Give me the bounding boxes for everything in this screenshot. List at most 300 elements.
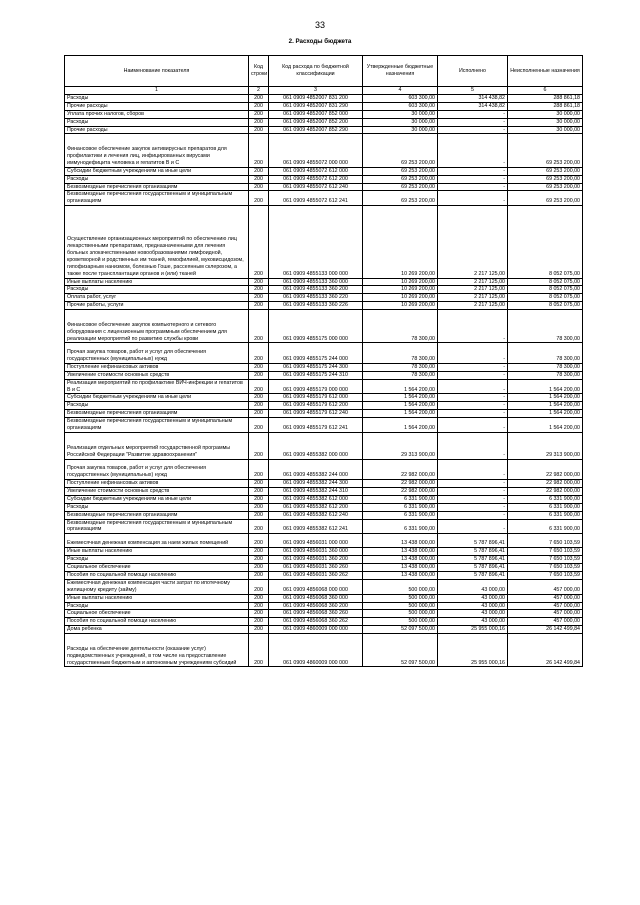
row-executed: - [438,480,508,488]
row-line-code: 200 [249,191,269,206]
row-executed: 2 217 125,00 [438,302,508,310]
row-approved: 1 564 200,00 [363,402,438,410]
row-approved: 69 253 200,00 [363,134,438,167]
row-approved: 69 253 200,00 [363,167,438,175]
row-line-code: 200 [249,302,269,310]
row-budget-code: 061 0909 4860009 000 000 [269,634,363,667]
row-line-code: 200 [249,94,269,102]
row-approved: 22 982 000,00 [363,480,438,488]
row-executed: - [438,110,508,118]
table-row [65,126,583,134]
row-approved: 13 438 000,00 [363,563,438,571]
row-line-code: 200 [249,556,269,564]
row-budget-code: 061 0909 4856031 360 000 [269,548,363,556]
row-executed: - [438,519,508,534]
row-unexecuted: 69 253 200,00 [508,175,583,183]
row-executed: 43 000,00 [438,579,508,594]
row-budget-code: 061 0909 4856068 360 200 [269,602,363,610]
row-line-code: 200 [249,594,269,602]
row-budget-code: 061 0909 4855382 000 000 [269,432,363,459]
table-row [65,110,583,118]
row-line-code: 200 [249,618,269,626]
column-number: 4 [363,87,438,95]
row-budget-code: 061 0909 4856068 360 000 [269,594,363,602]
row-executed: - [438,175,508,183]
row-unexecuted: 22 982 000,00 [508,480,583,488]
row-name: Безвозмездные перечисления государственным и муниципальным организациям [65,418,249,433]
row-line-code: 200 [249,379,269,394]
row-name: Безвозмездные перечисления организациям [65,183,249,191]
table-row [65,571,583,579]
table-row [65,206,583,278]
table-row [65,594,583,602]
row-name: Оплата работ, услуг [65,294,249,302]
row-budget-code: 061 0909 4855175 244 300 [269,363,363,371]
row-budget-code: 061 0909 4852007 852 000 [269,110,363,118]
row-approved: 30 000,00 [363,110,438,118]
table-row [65,610,583,618]
row-budget-code: 061 0909 4855382 244 300 [269,480,363,488]
header-executed: Исполнено [438,56,508,87]
column-number: 1 [65,87,249,95]
row-name: Безвозмездные перечисления организациям [65,410,249,418]
row-unexecuted: 1 564 200,00 [508,402,583,410]
row-approved: 1 564 200,00 [363,394,438,402]
row-unexecuted: 6 331 900,00 [508,519,583,534]
table-row [65,556,583,564]
header-budget-classification: Код расхода по бюджетной классификации [269,56,363,87]
row-executed: - [438,432,508,459]
row-unexecuted: 6 331 900,00 [508,503,583,511]
row-line-code: 200 [249,480,269,488]
row-line-code: 200 [249,167,269,175]
row-budget-code: 061 0909 4855179 612 200 [269,402,363,410]
row-line-code: 200 [249,571,269,579]
row-approved: 30 000,00 [363,126,438,134]
table-row [65,602,583,610]
row-budget-code: 061 0909 4855382 612 000 [269,495,363,503]
row-name: Расходы [65,94,249,102]
table-row [65,175,583,183]
row-line-code: 200 [249,394,269,402]
row-unexecuted: 457 000,00 [508,618,583,626]
row-unexecuted: 8 052 075,00 [508,278,583,286]
row-line-code: 200 [249,634,269,667]
table-row [65,503,583,511]
row-name: Ежемесячная денежная компенсация части затрат по ипотечному жилищному кредиту (займу) [65,579,249,594]
row-name: Дома ребенка [65,626,249,634]
row-executed: - [438,183,508,191]
row-approved: 500 000,00 [363,579,438,594]
table-row [65,134,583,167]
row-name: Безвозмездные перечисления государственным и муниципальным организациям [65,191,249,206]
row-budget-code: 061 0909 4856031 360 262 [269,571,363,579]
row-budget-code: 061 0909 4856068 000 000 [269,579,363,594]
row-line-code: 200 [249,459,269,479]
table-row [65,183,583,191]
row-line-code: 200 [249,278,269,286]
row-line-code: 200 [249,310,269,343]
row-approved: 52 097 500,00 [363,634,438,667]
row-budget-code: 061 0909 4852007 852 200 [269,118,363,126]
row-unexecuted: 29 313 900,00 [508,432,583,459]
row-name: Увеличение стоимости основных средств [65,487,249,495]
row-budget-code: 061 0909 4855133 360 000 [269,278,363,286]
row-approved: 603 300,00 [363,102,438,110]
expenses-table [64,55,583,667]
row-approved: 10 269 200,00 [363,294,438,302]
row-name: Расходы [65,402,249,410]
row-approved: 603 300,00 [363,94,438,102]
row-executed: - [438,379,508,394]
row-line-code: 200 [249,371,269,379]
row-name: Субсидии бюджетным учреждениям на иные цели [65,495,249,503]
row-name: Расходы [65,602,249,610]
row-budget-code: 061 0909 4855175 000 000 [269,310,363,343]
table-row [65,563,583,571]
row-executed: 2 217 125,00 [438,206,508,278]
row-name: Прочие расходы [65,102,249,110]
row-line-code: 200 [249,626,269,634]
row-line-code: 200 [249,175,269,183]
row-unexecuted: 288 861,18 [508,102,583,110]
row-budget-code: 061 0909 4855175 244 000 [269,343,363,363]
row-approved: 500 000,00 [363,618,438,626]
row-budget-code: 061 0909 4856031 000 000 [269,534,363,548]
row-approved: 29 313 900,00 [363,432,438,459]
table-row [65,459,583,479]
row-unexecuted: 78 300,00 [508,371,583,379]
row-unexecuted: 30 000,00 [508,126,583,134]
row-approved: 22 982 000,00 [363,487,438,495]
row-executed: - [438,418,508,433]
table-row [65,634,583,667]
row-name: Прочие расходы [65,126,249,134]
row-approved: 78 300,00 [363,371,438,379]
row-name: Финансовое обеспечение закупок компьютерного и сетевого оборудования с лицензионным программным обеспечением для реализации мероприятий по развитию службы крови [65,310,249,343]
table-row [65,94,583,102]
row-executed: - [438,310,508,343]
table-row [65,191,583,206]
row-budget-code: 061 0909 4855179 612 240 [269,410,363,418]
table-row [65,495,583,503]
row-approved: 13 438 000,00 [363,534,438,548]
row-executed: 43 000,00 [438,610,508,618]
row-executed: 314 438,82 [438,94,508,102]
row-line-code: 200 [249,286,269,294]
row-budget-code: 061 0909 4855382 612 241 [269,519,363,534]
row-name: Иные выплаты населению [65,594,249,602]
row-approved: 22 982 000,00 [363,459,438,479]
row-executed: - [438,363,508,371]
row-unexecuted: 6 331 900,00 [508,495,583,503]
row-executed: 5 787 896,41 [438,548,508,556]
row-unexecuted: 1 564 200,00 [508,394,583,402]
row-approved: 69 253 200,00 [363,175,438,183]
row-budget-code: 061 0909 4855133 000 000 [269,206,363,278]
row-line-code: 200 [249,503,269,511]
row-name: Осуществление организационных мероприятий по обеспечению лиц лекарственными препаратами, предназначенными для лечения больных злокачественными новообразованиями лимфоидной, кроветворной и родственных им тканей, гемофилией, муковисцидозом, гипофизарным нанизмом, болезнью Гоше, рассеянным склерозом, а также после трансплантации органов и (или) тканей [65,206,249,278]
header-line-code: Код строки [249,56,269,87]
row-executed: - [438,503,508,511]
row-line-code: 200 [249,495,269,503]
row-approved: 1 564 200,00 [363,410,438,418]
column-number: 5 [438,87,508,95]
row-budget-code: 061 0909 4855382 244 000 [269,459,363,479]
row-executed: 2 217 125,00 [438,294,508,302]
row-approved: 500 000,00 [363,594,438,602]
row-line-code: 200 [249,487,269,495]
table-row [65,379,583,394]
row-budget-code: 061 0909 4852007 831 290 [269,102,363,110]
table-row [65,371,583,379]
row-unexecuted: 8 052 075,00 [508,294,583,302]
table-row [65,286,583,294]
row-approved: 1 564 200,00 [363,379,438,394]
row-budget-code: 061 0909 4855382 612 240 [269,511,363,519]
table-row [65,310,583,343]
row-name: Социальное обеспечение [65,610,249,618]
row-name: Безвозмездные перечисления организациям [65,511,249,519]
row-line-code: 200 [249,118,269,126]
row-name: Субсидии бюджетным учреждениям на иные цели [65,394,249,402]
row-unexecuted: 69 253 200,00 [508,183,583,191]
table-row [65,294,583,302]
table-row [65,534,583,548]
row-executed: 5 787 896,41 [438,556,508,564]
row-executed: - [438,126,508,134]
row-line-code: 200 [249,343,269,363]
row-unexecuted: 7 650 103,59 [508,534,583,548]
row-executed: - [438,343,508,363]
row-approved: 78 300,00 [363,363,438,371]
table-row [65,519,583,534]
row-unexecuted: 8 052 075,00 [508,302,583,310]
row-executed: 25 955 000,16 [438,634,508,667]
row-line-code: 200 [249,534,269,548]
row-budget-code: 061 0909 4856068 360 260 [269,610,363,618]
row-name: Прочая закупка товаров, работ и услуг для обеспечения государственных (муниципальных) нужд [65,459,249,479]
table-row [65,487,583,495]
row-unexecuted: 69 253 200,00 [508,134,583,167]
row-unexecuted: 78 300,00 [508,343,583,363]
row-unexecuted: 78 300,00 [508,310,583,343]
row-approved: 500 000,00 [363,610,438,618]
row-unexecuted: 26 142 499,84 [508,626,583,634]
table-row [65,432,583,459]
row-unexecuted: 1 564 200,00 [508,410,583,418]
table-row [65,363,583,371]
row-budget-code: 061 0909 4855179 000 000 [269,379,363,394]
column-number: 6 [508,87,583,95]
row-unexecuted: 8 052 075,00 [508,206,583,278]
row-approved: 30 000,00 [363,118,438,126]
row-executed: - [438,511,508,519]
row-budget-code: 061 0909 4852007 831 200 [269,94,363,102]
row-unexecuted: 457 000,00 [508,579,583,594]
table-row [65,278,583,286]
row-approved: 69 253 200,00 [363,183,438,191]
row-executed: - [438,191,508,206]
row-approved: 1 564 200,00 [363,418,438,433]
table-row [65,302,583,310]
row-unexecuted: 457 000,00 [508,602,583,610]
row-name: Расходы на обеспечение деятельности (оказание услуг) подведомственных учреждений, в том числе на предоставление государственным бюджетным и автономным учреждениям субсидий [65,634,249,667]
table-row [65,118,583,126]
row-line-code: 200 [249,102,269,110]
row-unexecuted: 7 650 103,59 [508,556,583,564]
row-budget-code: 061 0909 4860009 000 000 [269,626,363,634]
row-name: Расходы [65,175,249,183]
row-line-code: 200 [249,134,269,167]
row-unexecuted: 69 253 200,00 [508,191,583,206]
row-unexecuted: 78 300,00 [508,363,583,371]
row-name: Иные выплаты населению [65,278,249,286]
row-name: Прочие работы, услуги [65,302,249,310]
row-budget-code: 061 0909 4855382 612 200 [269,503,363,511]
row-approved: 6 331 900,00 [363,519,438,534]
row-budget-code: 061 0909 4856068 360 262 [269,618,363,626]
header-indicator-name: Наименование показателя [65,56,249,87]
row-name: Расходы [65,118,249,126]
row-name: Поступление нефинансовых активов [65,480,249,488]
row-unexecuted: 22 982 000,00 [508,487,583,495]
row-line-code: 200 [249,432,269,459]
header-approved: Утвержденные бюджетные назначения [363,56,438,87]
row-unexecuted: 30 000,00 [508,118,583,126]
row-approved: 10 269 200,00 [363,278,438,286]
row-budget-code: 061 0909 4856031 360 200 [269,556,363,564]
row-budget-code: 061 0909 4852007 852 290 [269,126,363,134]
page-number: 33 [314,20,325,30]
row-approved: 13 438 000,00 [363,548,438,556]
row-budget-code: 061 0909 4855072 612 241 [269,191,363,206]
row-name: Расходы [65,556,249,564]
row-unexecuted: 6 331 900,00 [508,511,583,519]
table-row [65,394,583,402]
row-line-code: 200 [249,579,269,594]
row-budget-code: 061 0909 4855072 612 240 [269,183,363,191]
header-unexecuted: Неисполненные назначения [508,56,583,87]
row-line-code: 200 [249,402,269,410]
table-row [65,418,583,433]
row-executed: - [438,487,508,495]
row-unexecuted: 1 564 200,00 [508,379,583,394]
row-name: Пособия по социальной помощи населению [65,571,249,579]
row-unexecuted: 8 052 075,00 [508,286,583,294]
row-approved: 69 253 200,00 [363,191,438,206]
row-executed: 2 217 125,00 [438,278,508,286]
table-row [65,511,583,519]
row-line-code: 200 [249,563,269,571]
table-row [65,579,583,594]
row-line-code: 200 [249,363,269,371]
row-unexecuted: 69 253 200,00 [508,167,583,175]
row-name: Поступление нефинансовых активов [65,363,249,371]
row-approved: 13 438 000,00 [363,556,438,564]
row-budget-code: 061 0909 4855072 612 200 [269,175,363,183]
row-executed: 5 787 896,41 [438,563,508,571]
row-name: Реализация отдельных мероприятий государственной программы Российской Федерации "Развитие здравоохранения" [65,432,249,459]
row-name: Увеличение стоимости основных средств [65,371,249,379]
row-executed: 5 787 896,41 [438,534,508,548]
row-line-code: 200 [249,519,269,534]
row-approved: 6 331 900,00 [363,511,438,519]
row-executed: 314 438,82 [438,102,508,110]
row-approved: 78 300,00 [363,343,438,363]
row-unexecuted: 7 650 103,59 [508,563,583,571]
row-name: Расходы [65,503,249,511]
row-name: Социальное обеспечение [65,563,249,571]
row-budget-code: 061 0909 4855133 360 200 [269,286,363,294]
table-row [65,343,583,363]
row-line-code: 200 [249,610,269,618]
row-unexecuted: 22 982 000,00 [508,459,583,479]
row-executed: - [438,134,508,167]
row-executed: 2 217 125,00 [438,286,508,294]
row-approved: 500 000,00 [363,602,438,610]
row-unexecuted: 26 142 499,84 [508,634,583,667]
row-executed: 25 955 000,16 [438,626,508,634]
row-executed: 43 000,00 [438,602,508,610]
column-number: 3 [269,87,363,95]
row-name: Реализация мероприятий по профилактике ВИЧ-инфекции и гепатитов В и С [65,379,249,394]
table-row [65,402,583,410]
row-budget-code: 061 0909 4855072 000 000 [269,134,363,167]
row-unexecuted: 7 650 103,59 [508,548,583,556]
table-row [65,626,583,634]
row-approved: 10 269 200,00 [363,206,438,278]
row-unexecuted: 1 564 200,00 [508,418,583,433]
row-line-code: 200 [249,110,269,118]
row-unexecuted: 457 000,00 [508,610,583,618]
row-budget-code: 061 0909 4855382 244 310 [269,487,363,495]
row-approved: 6 331 900,00 [363,503,438,511]
row-executed: 5 787 896,41 [438,571,508,579]
column-number: 2 [249,87,269,95]
table-row [65,410,583,418]
row-line-code: 200 [249,294,269,302]
row-executed: - [438,118,508,126]
row-executed: - [438,495,508,503]
row-approved: 13 438 000,00 [363,571,438,579]
row-name: Иные выплаты населению [65,548,249,556]
row-unexecuted: 7 650 103,59 [508,571,583,579]
row-line-code: 200 [249,602,269,610]
row-line-code: 200 [249,183,269,191]
table-row [65,548,583,556]
row-executed: - [438,402,508,410]
row-line-code: 200 [249,410,269,418]
row-name: Безвозмездные перечисления государственным и муниципальным организациям [65,519,249,534]
row-executed: - [438,167,508,175]
table-row [65,167,583,175]
row-name: Субсидии бюджетным учреждениям на иные цели [65,167,249,175]
row-executed: 43 000,00 [438,594,508,602]
row-executed: - [438,459,508,479]
row-name: Прочая закупка товаров, работ и услуг для обеспечения государственных (муниципальных) нужд [65,343,249,363]
row-name: Ежемесячная денежная компенсация за наем жилых помещений [65,534,249,548]
row-approved: 10 269 200,00 [363,286,438,294]
row-unexecuted: 30 000,00 [508,110,583,118]
row-unexecuted: 288 861,18 [508,94,583,102]
table-row [65,480,583,488]
row-name: Уплата прочих налогов, сборов [65,110,249,118]
row-approved: 10 269 200,00 [363,302,438,310]
row-name: Пособия по социальной помощи населению [65,618,249,626]
row-approved: 78 300,00 [363,310,438,343]
table-row [65,618,583,626]
